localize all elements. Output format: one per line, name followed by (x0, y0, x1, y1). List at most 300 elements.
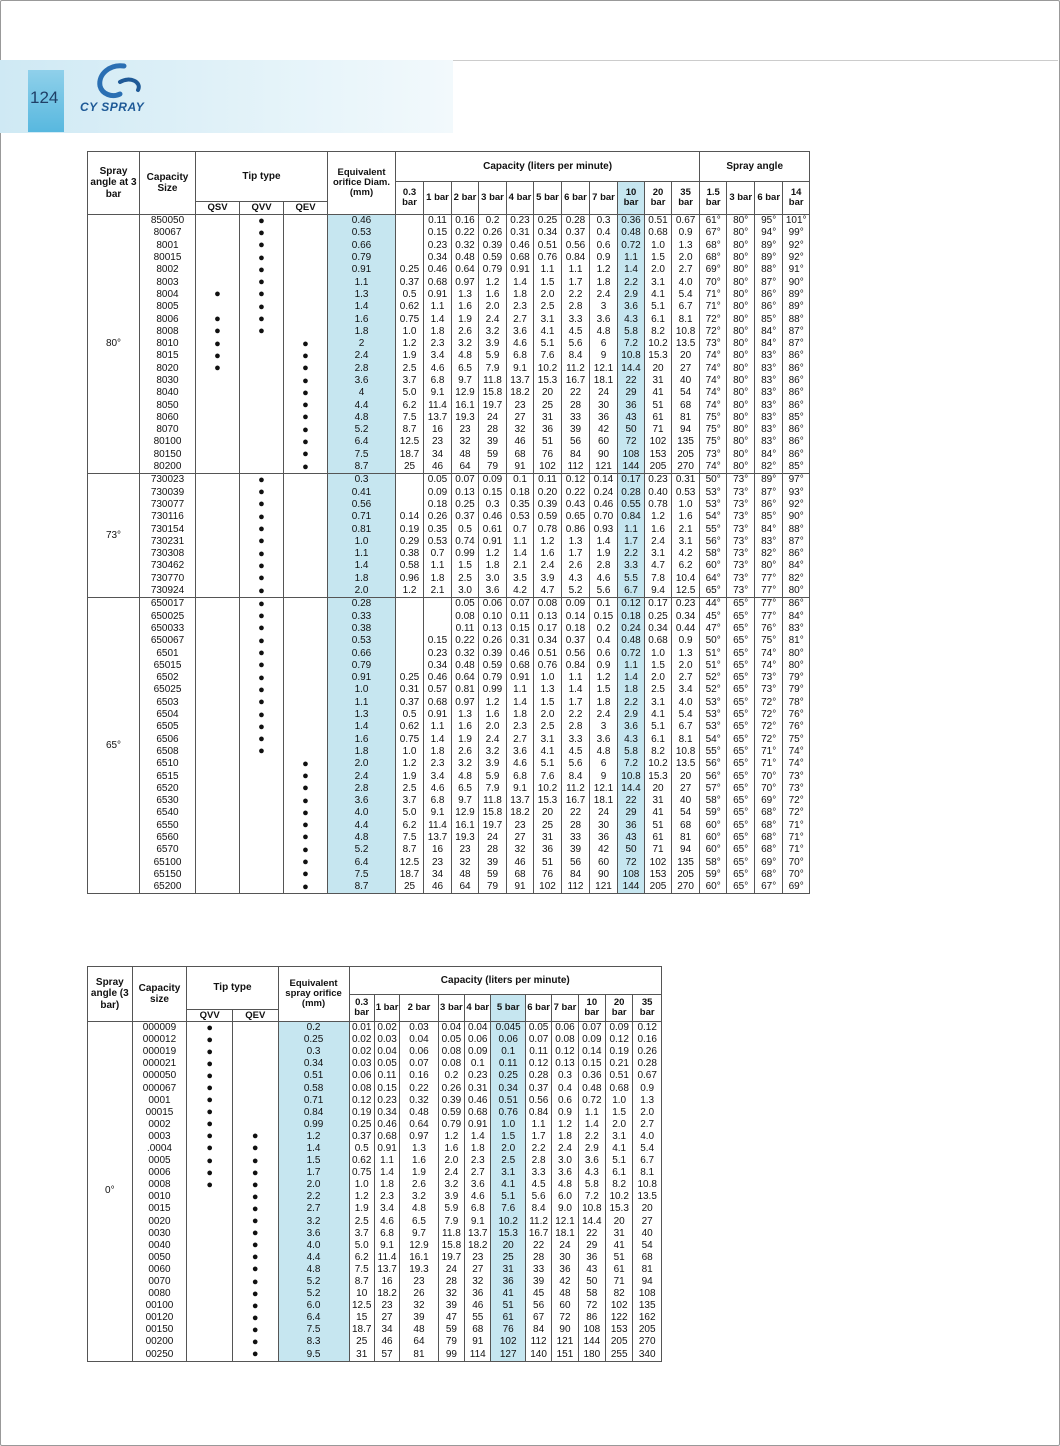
equivalent-orifice-cell: 1.6 (328, 733, 396, 745)
tip-type-cell (240, 387, 284, 399)
value-cell: 79 (438, 1336, 464, 1348)
tip-type-dot-icon: ● (187, 1155, 233, 1167)
value-cell: 0.53 (672, 487, 700, 499)
value-cell: 15.3 (606, 1203, 633, 1215)
value-cell: 71° (783, 832, 810, 844)
value-cell: 2.5 (349, 1216, 374, 1228)
value-cell: 19.3 (452, 832, 479, 844)
value-cell: 1.4 (562, 684, 590, 696)
value-cell: 16.7 (562, 375, 590, 387)
tip-type-dot-icon: ● (232, 1252, 278, 1264)
value-cell: 67° (755, 881, 783, 894)
equivalent-orifice-cell: 5.2 (328, 424, 396, 436)
tip-type-cell (284, 536, 328, 548)
value-cell: 0.11 (452, 623, 479, 635)
value-cell: 1.3 (633, 1095, 662, 1107)
value-cell: 1.4 (465, 1131, 491, 1143)
angle-col-header: 1.5 bar (700, 182, 727, 215)
capacity-size-cell: .0004 (132, 1143, 187, 1155)
capacity-cell: 2.9 (618, 709, 645, 721)
value-cell: 20 (633, 1203, 662, 1215)
value-cell: 24 (552, 1240, 578, 1252)
value-cell: 0.09 (424, 487, 452, 499)
value-cell: 82° (755, 548, 783, 560)
tip-type-cell (284, 487, 328, 499)
tip-type-cell (232, 1058, 278, 1070)
value-cell (424, 598, 452, 611)
value-cell: 0.05 (525, 1022, 551, 1035)
value-cell: 2.1 (672, 523, 700, 535)
tip-type-cell (240, 881, 284, 894)
capacity-cell: 1.4 (618, 264, 645, 276)
value-cell: 0.31 (507, 635, 534, 647)
value-cell: 15.8 (438, 1240, 464, 1252)
value-cell: 55 (465, 1312, 491, 1324)
tip-type-cell (284, 709, 328, 721)
tip-type-dot-icon: ● (196, 313, 240, 325)
capacity-size-cell: 80067 (140, 227, 196, 239)
value-cell: 0.6 (552, 1095, 578, 1107)
table-row (88, 1216, 662, 1228)
value-cell: 93° (783, 487, 810, 499)
value-cell: 18.2 (374, 1288, 399, 1300)
value-cell: 0.46 (374, 1119, 399, 1131)
value-cell: 50 (578, 1276, 605, 1288)
capacity-size-cell: 6560 (140, 832, 196, 844)
value-cell: 86° (783, 363, 810, 375)
value-cell: 70° (755, 770, 783, 782)
value-cell: 9.1 (507, 363, 534, 375)
value-cell: 0.07 (525, 1034, 551, 1046)
value-cell: 1.9 (396, 350, 424, 362)
value-cell: 4.5 (562, 326, 590, 338)
value-cell: 42 (590, 424, 618, 436)
value-cell: 0.06 (349, 1070, 374, 1082)
tip-type-dot-icon: ● (187, 1046, 233, 1058)
value-cell: 72° (755, 709, 783, 721)
value-cell: 64 (452, 881, 479, 894)
value-cell: 1.2 (645, 511, 672, 523)
value-cell: 1.8 (590, 276, 618, 288)
value-cell: 0.04 (465, 1022, 491, 1035)
value-cell: 0.68 (465, 1107, 491, 1119)
tip-type-cell (196, 264, 240, 276)
value-cell: 0.36 (578, 1070, 605, 1082)
value-cell: 59° (700, 807, 727, 819)
tip-type-cell (196, 523, 240, 535)
value-cell: 0.62 (349, 1155, 374, 1167)
value-cell: 0.4 (552, 1082, 578, 1094)
capacity-size-header: Capacity Size (140, 152, 196, 215)
value-cell: 0.5 (396, 289, 424, 301)
value-cell: 68° (755, 820, 783, 832)
value-cell: 162 (633, 1312, 662, 1324)
value-cell: 0.68 (507, 252, 534, 264)
tip-type-cell (196, 733, 240, 745)
value-cell: 65° (727, 795, 755, 807)
value-cell: 3.0 (452, 585, 479, 598)
value-cell: 7.9 (479, 363, 507, 375)
value-cell: 12.9 (452, 387, 479, 399)
capacity-cell: 20 (491, 1240, 525, 1252)
value-cell: 1.1 (424, 560, 452, 572)
tip-type-cell (284, 560, 328, 572)
value-cell: 65° (727, 647, 755, 659)
capacity-cell: 25 (491, 1252, 525, 1264)
equivalent-orifice-cell: 0.2 (278, 1022, 349, 1035)
value-cell: 58° (700, 795, 727, 807)
value-cell: 3.7 (396, 375, 424, 387)
table-row (88, 1022, 662, 1035)
value-cell: 112 (562, 881, 590, 894)
capacity-size-cell: 0050 (132, 1252, 187, 1264)
value-cell: 0.24 (590, 487, 618, 499)
value-cell: 70° (783, 869, 810, 881)
value-cell: 69° (783, 881, 810, 894)
value-cell: 3.9 (438, 1191, 464, 1203)
value-cell: 74° (700, 461, 727, 474)
capacity-size-cell: 000021 (132, 1058, 187, 1070)
value-cell: 20 (645, 783, 672, 795)
value-cell: 7.6 (534, 770, 562, 782)
value-cell: 0.25 (645, 611, 672, 623)
value-cell: 9.1 (424, 807, 452, 819)
value-cell: 11.4 (424, 820, 452, 832)
value-cell: 65° (727, 820, 755, 832)
value-cell: 86° (783, 598, 810, 611)
value-cell: 6.2 (396, 399, 424, 411)
table-row (88, 832, 810, 844)
value-cell: 6.8 (507, 350, 534, 362)
value-cell: 90 (590, 449, 618, 461)
value-cell: 4.8 (590, 326, 618, 338)
value-cell: 90 (590, 869, 618, 881)
value-cell: 72 (552, 1312, 578, 1324)
value-cell: 68° (700, 252, 727, 264)
value-cell: 3.3 (562, 313, 590, 325)
capacity-cell: 43 (618, 412, 645, 424)
value-cell: 80° (727, 387, 755, 399)
value-cell: 0.22 (562, 487, 590, 499)
value-cell: 16.1 (400, 1252, 439, 1264)
value-cell: 205 (672, 869, 700, 881)
value-cell: 5.1 (606, 1155, 633, 1167)
value-cell: 0.08 (438, 1058, 464, 1070)
value-cell (396, 598, 424, 611)
value-cell: 0.68 (645, 227, 672, 239)
capacity-cell: 0.11 (491, 1058, 525, 1070)
value-cell: 0.18 (424, 499, 452, 511)
value-cell: 33 (562, 832, 590, 844)
value-cell: 0.01 (349, 1022, 374, 1035)
value-cell: 1.3 (452, 289, 479, 301)
value-cell: 15.3 (534, 795, 562, 807)
value-cell: 0.37 (396, 276, 424, 288)
value-cell: 8.2 (645, 746, 672, 758)
tip-type-cell (284, 227, 328, 239)
table-row (88, 585, 810, 598)
value-cell: 19.3 (452, 412, 479, 424)
value-cell: 18.1 (590, 795, 618, 807)
value-cell: 23 (507, 399, 534, 411)
value-cell: 0.22 (400, 1082, 439, 1094)
value-cell: 83° (755, 412, 783, 424)
value-cell: 0.91 (424, 709, 452, 721)
value-cell: 51 (534, 856, 562, 868)
value-cell: 72° (700, 313, 727, 325)
tip-type-dot-icon: ● (240, 733, 284, 745)
capacity-size-cell: 000012 (132, 1034, 187, 1046)
capacity-cell: 108 (618, 449, 645, 461)
value-cell: 2.0 (479, 721, 507, 733)
value-cell: 34 (424, 869, 452, 881)
value-cell: 15.3 (645, 350, 672, 362)
tip-type-dot-icon: ● (240, 276, 284, 288)
tip-type-dot-icon: ● (240, 660, 284, 672)
value-cell: 76 (534, 449, 562, 461)
value-cell: 0.68 (424, 276, 452, 288)
capacity-size-cell: 80150 (140, 449, 196, 461)
value-cell: 4.0 (672, 276, 700, 288)
value-cell: 32 (507, 424, 534, 436)
equivalent-orifice-cell: 0.66 (328, 647, 396, 659)
tip-type-cell (196, 672, 240, 684)
value-cell: 5.0 (396, 807, 424, 819)
table-row (88, 869, 810, 881)
value-cell: 0.9 (590, 660, 618, 672)
value-cell: 6 (590, 338, 618, 350)
equivalent-orifice-cell: 4.4 (278, 1252, 349, 1264)
value-cell: 0.39 (438, 1095, 464, 1107)
value-cell: 2.6 (452, 746, 479, 758)
value-cell: 0.46 (479, 511, 507, 523)
tip-type-cell (232, 1046, 278, 1058)
value-cell: 8.1 (672, 313, 700, 325)
capacity-size-cell: 80200 (140, 461, 196, 474)
value-cell: 4.7 (534, 585, 562, 598)
equivalent-orifice-header: Equivalent spray orifice (mm) (278, 967, 349, 1022)
pressure-col-header: 3 bar (438, 995, 464, 1022)
table-row (88, 770, 810, 782)
value-cell: 11.4 (424, 399, 452, 411)
value-cell: 4.5 (562, 746, 590, 758)
value-cell: 0.14 (578, 1046, 605, 1058)
capacity-size-cell: 730231 (140, 536, 196, 548)
tip-type-cell (240, 412, 284, 424)
value-cell: 0.02 (349, 1046, 374, 1058)
tip-type-dot-icon: ● (240, 227, 284, 239)
equivalent-orifice-cell: 0.71 (278, 1095, 349, 1107)
value-cell: 1.8 (424, 746, 452, 758)
value-cell: 1.1 (424, 301, 452, 313)
value-cell: 31 (645, 795, 672, 807)
equivalent-orifice-cell: 6.4 (278, 1312, 349, 1324)
capacity-cell: 50 (618, 844, 645, 856)
value-cell: 9.0 (552, 1203, 578, 1215)
value-cell: 73° (700, 338, 727, 350)
equivalent-orifice-cell: 0.53 (328, 227, 396, 239)
tip-type-dot-icon: ● (284, 363, 328, 375)
value-cell: 2.0 (672, 252, 700, 264)
value-cell: 69° (755, 795, 783, 807)
value-cell: 73° (783, 770, 810, 782)
equivalent-orifice-cell: 3.2 (278, 1216, 349, 1228)
value-cell: 32 (400, 1300, 439, 1312)
equivalent-orifice-cell: 0.58 (278, 1082, 349, 1094)
tip-type-cell (284, 474, 328, 487)
value-cell: 71° (783, 820, 810, 832)
value-cell: 0.48 (452, 660, 479, 672)
value-cell: 8.7 (396, 424, 424, 436)
value-cell: 59 (479, 449, 507, 461)
value-cell: 8.4 (562, 770, 590, 782)
value-cell: 43 (578, 1264, 605, 1276)
tip-type-dot-icon: ● (187, 1107, 233, 1119)
value-cell: 89° (755, 252, 783, 264)
value-cell: 12.1 (552, 1216, 578, 1228)
tip-type-cell (284, 660, 328, 672)
capacity-size-cell: 80100 (140, 436, 196, 448)
capacity-size-cell: 0003 (132, 1131, 187, 1143)
equivalent-orifice-cell: 8.3 (278, 1336, 349, 1348)
value-cell: 3.9 (479, 758, 507, 770)
value-cell: 205 (633, 1324, 662, 1336)
value-cell: 0.56 (525, 1095, 551, 1107)
value-cell: 15.8 (479, 387, 507, 399)
value-cell: 270 (672, 881, 700, 894)
tip-type-cell (196, 721, 240, 733)
equivalent-orifice-cell: 0.51 (278, 1070, 349, 1082)
capacity-cell: 0.34 (491, 1082, 525, 1094)
table-row (88, 1179, 662, 1191)
value-cell: 1.6 (400, 1155, 439, 1167)
value-cell: 31 (534, 832, 562, 844)
value-cell: 0.58 (396, 560, 424, 572)
capacity-cell: 72 (618, 436, 645, 448)
value-cell: 1.8 (465, 1143, 491, 1155)
capacity-cell: 36 (618, 399, 645, 411)
value-cell: 1.8 (590, 697, 618, 709)
value-cell: 135 (672, 436, 700, 448)
capacity-cell: 5.8 (618, 326, 645, 338)
value-cell: 0.15 (578, 1058, 605, 1070)
value-cell: 1.3 (452, 709, 479, 721)
value-cell: 0.04 (438, 1022, 464, 1035)
tip-type-cell (284, 721, 328, 733)
value-cell: 11.2 (562, 783, 590, 795)
tip-type-dot-icon: ● (240, 611, 284, 623)
table-row (88, 1155, 662, 1167)
value-cell: 86° (755, 289, 783, 301)
value-cell: 76° (755, 623, 783, 635)
pressure-col-header: 1 bar (424, 182, 452, 215)
value-cell: 0.09 (479, 474, 507, 487)
value-cell: 90° (783, 276, 810, 288)
capacity-cell: 29 (618, 387, 645, 399)
value-cell: 74° (700, 399, 727, 411)
value-cell: 58 (578, 1288, 605, 1300)
table-row (88, 449, 810, 461)
tip-type-cell (284, 573, 328, 585)
capacity-size-cell: 650033 (140, 623, 196, 635)
tip-type-dot-icon: ● (284, 338, 328, 350)
value-cell: 0.68 (645, 635, 672, 647)
value-cell: 88° (783, 523, 810, 535)
value-cell: 72° (755, 697, 783, 709)
capacity-size-cell: 8002 (140, 264, 196, 276)
value-cell: 0.06 (400, 1046, 439, 1058)
value-cell: 83° (755, 363, 783, 375)
value-cell: 0.09 (465, 1046, 491, 1058)
tip-type-dot-icon: ● (187, 1058, 233, 1070)
value-cell: 0.6 (590, 240, 618, 252)
value-cell: 153 (645, 869, 672, 881)
value-cell: 0.3 (479, 499, 507, 511)
value-cell: 1.2 (479, 276, 507, 288)
value-cell: 6.7 (633, 1155, 662, 1167)
value-cell: 65° (727, 709, 755, 721)
value-cell: 12.1 (590, 783, 618, 795)
table-row (88, 227, 810, 239)
pressure-col-header: 7 bar (590, 182, 618, 215)
tip-type-dot-icon: ● (240, 647, 284, 659)
value-cell: 71° (700, 289, 727, 301)
value-cell: 1.4 (590, 536, 618, 548)
pressure-col-header: 20 bar (606, 995, 633, 1022)
value-cell: 80° (783, 647, 810, 659)
equivalent-orifice-cell: 0.38 (328, 623, 396, 635)
value-cell: 30 (590, 820, 618, 832)
value-cell: 1.0 (534, 672, 562, 684)
tip-type-dot-icon: ● (240, 215, 284, 228)
value-cell: 2.4 (479, 313, 507, 325)
value-cell: 65° (727, 869, 755, 881)
value-cell: 6.1 (645, 733, 672, 745)
value-cell: 73° (727, 536, 755, 548)
value-cell: 1.1 (507, 684, 534, 696)
value-cell: 84° (783, 611, 810, 623)
capacity-cell: 0.25 (491, 1070, 525, 1082)
value-cell: 1.1 (562, 672, 590, 684)
value-cell: 16 (424, 844, 452, 856)
value-cell: 2.5 (534, 721, 562, 733)
value-cell: 0.3 (552, 1070, 578, 1082)
tip-type-dot-icon: ● (232, 1228, 278, 1240)
value-cell: 0.44 (672, 623, 700, 635)
tip-type-dot-icon: ● (240, 499, 284, 511)
capacity-cell: 2.9 (618, 289, 645, 301)
equivalent-orifice-header: Equivalent orifice Diam.(mm) (328, 152, 396, 215)
value-cell: 1.3 (562, 536, 590, 548)
tip-type-dot-icon: ● (284, 869, 328, 881)
equivalent-orifice-cell: 2.8 (328, 363, 396, 375)
value-cell: 0.7 (507, 523, 534, 535)
tip-type-cell (240, 832, 284, 844)
value-cell: 32 (438, 1288, 464, 1300)
capacity-size-cell: 8001 (140, 240, 196, 252)
table-row (88, 697, 810, 709)
tip-type-cell (187, 1276, 233, 1288)
tip-type-cell (240, 820, 284, 832)
value-cell: 12.5 (672, 585, 700, 598)
value-cell: 65° (727, 844, 755, 856)
value-cell: 340 (633, 1349, 662, 1362)
capacity-size-cell: 6570 (140, 844, 196, 856)
value-cell: 112 (562, 461, 590, 474)
value-cell: 205 (645, 461, 672, 474)
equivalent-orifice-cell: 0.79 (328, 252, 396, 264)
tip-type-cell (196, 832, 240, 844)
